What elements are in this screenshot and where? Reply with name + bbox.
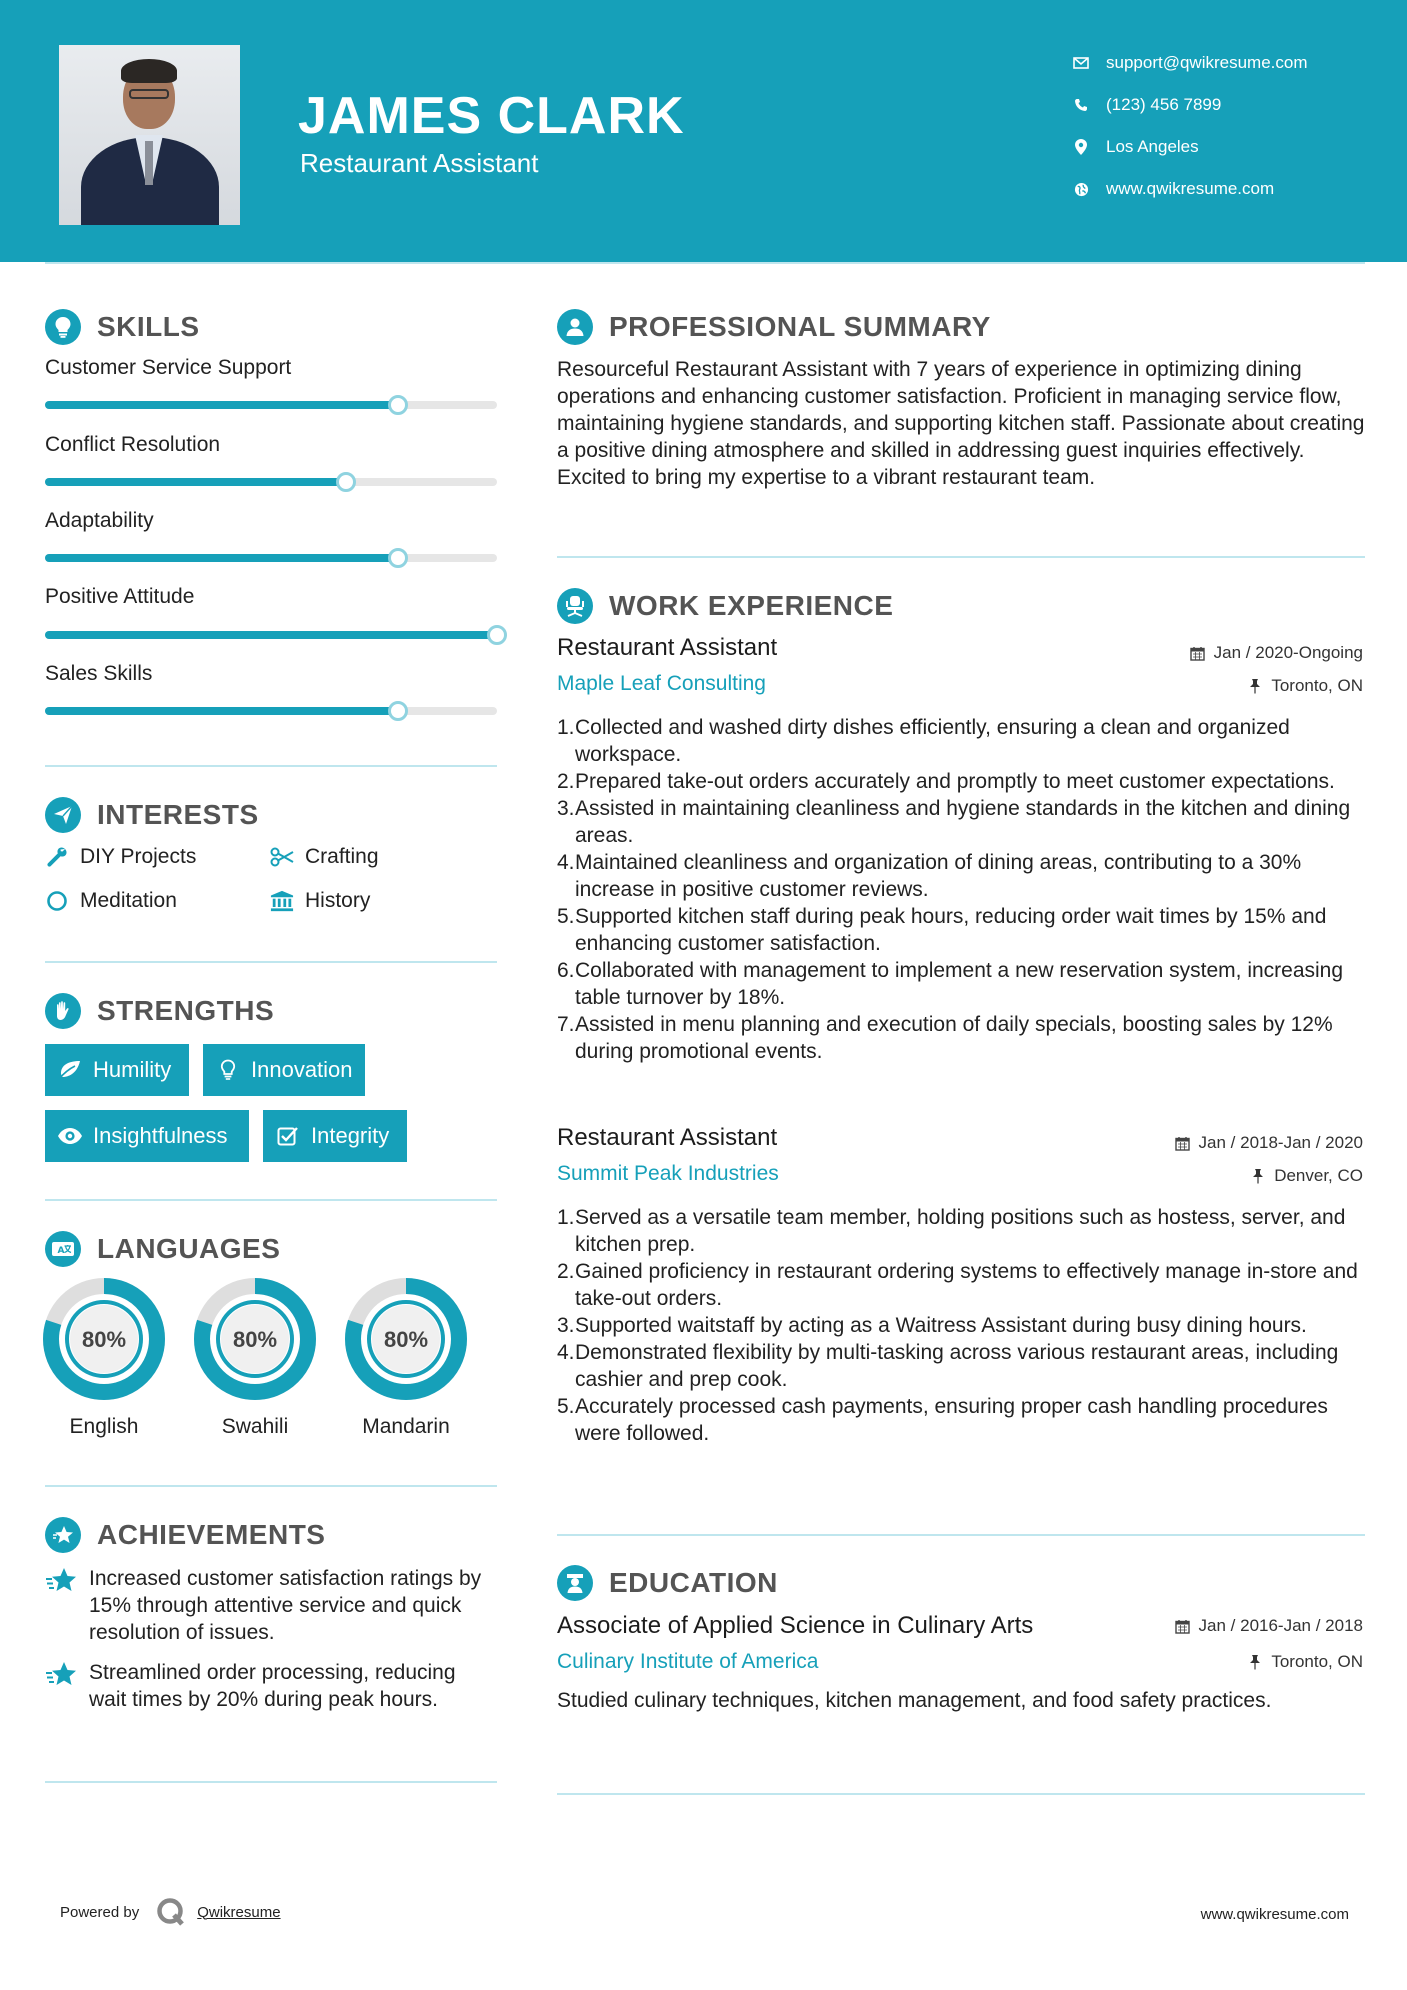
- checkbox-icon: [275, 1123, 301, 1149]
- strength-tag: [45, 1044, 189, 1096]
- language-name: English: [69, 1415, 139, 1438]
- pushpin-icon: [1247, 1654, 1263, 1670]
- qwikresume-logo-icon: [155, 1896, 187, 1928]
- education-location: [1247, 1652, 1363, 1672]
- circle-icon: [45, 889, 69, 913]
- section-divider: [45, 1199, 497, 1201]
- list-item: 1. Served as a versatile team member, holding positions such as hostess, server, and kitchen prep.: [557, 1204, 1367, 1258]
- interests-title: INTERESTS: [97, 799, 259, 830]
- interest-label: Crafting: [305, 845, 379, 868]
- interest-label: DIY Projects: [80, 845, 197, 868]
- language-donut: [194, 1278, 316, 1400]
- header-divider: [45, 262, 1365, 264]
- responsibility-text: Collaborated with management to implement a new reservation system, increasing table turnover by 18%.: [575, 959, 1344, 1009]
- lightbulb-icon: [215, 1057, 241, 1083]
- list-item: 5. Supported kitchen staff during peak hours, reducing order wait times by 15% and enhancing customer satisfaction.: [557, 903, 1367, 957]
- education-description: Studied culinary techniques, kitchen management, and food safety practices.: [557, 1689, 1272, 1712]
- skill-name: Customer Service Support: [45, 356, 292, 379]
- list-item: 1. Collected and washed dirty dishes efficiently, ensuring a clean and organized workspace.: [557, 714, 1367, 768]
- globe-icon: [1070, 178, 1092, 200]
- language-donut: [43, 1278, 165, 1400]
- contact-location: [1070, 126, 1308, 168]
- section-divider: [45, 1781, 497, 1783]
- footer-website[interactable]: www.qwikresume.com: [1200, 1906, 1349, 1923]
- company-name: Maple Leaf Consulting: [557, 672, 766, 695]
- section-divider: [557, 1534, 1365, 1536]
- language-percent: 80%: [383, 1327, 429, 1352]
- responsibility-text: Demonstrated flexibility by multi-tasking across various restaurant areas, including cashier and prep cook.: [575, 1341, 1339, 1391]
- language-percent: 80%: [81, 1327, 127, 1352]
- skill-name: Adaptability: [45, 509, 154, 532]
- office-chair-icon: [557, 588, 593, 624]
- interest-item: [45, 889, 177, 913]
- pushpin-icon: [1247, 678, 1263, 694]
- strength-tag: [45, 1110, 249, 1162]
- responsibility-text: Gained proficiency in restaurant ordering systems to effectively manage in-store and take-out orders.: [575, 1260, 1358, 1310]
- interest-label: History: [305, 889, 371, 912]
- responsibility-text: Assisted in maintaining cleanliness and hygiene standards in the kitchen and dining areas.: [575, 797, 1351, 847]
- contact-list: [1070, 42, 1308, 210]
- summary-text: Resourceful Restaurant Assistant with 7 years of experience in optimizing dining operations and enhancing customer satisfaction. Proficient in managing service flow, maintaining hygiene standards, and supporting kitchen staff. Passionate about creating a positive dining atmosphere and skilled in addressing guest inquiries effectively. Excited to bring my expertise to a vibrant restaurant team.: [557, 358, 1365, 489]
- strength-tag: [203, 1044, 365, 1096]
- paper-plane-icon: [45, 797, 81, 833]
- strength-label: Integrity: [311, 1123, 390, 1148]
- languages-title: LANGUAGES: [97, 1233, 281, 1264]
- footer-powered-by: [60, 1896, 281, 1928]
- calendar-icon: [1175, 1618, 1191, 1634]
- responsibility-text: Maintained cleanliness and organization of dining areas, contributing to a 30% increase in positive customer reviews.: [575, 851, 1302, 901]
- languages-heading: [45, 1231, 280, 1267]
- calendar-icon: [1175, 1135, 1191, 1151]
- job-location: [1247, 676, 1363, 696]
- school-name: Culinary Institute of America: [557, 1650, 819, 1673]
- job-dates-text: Jan / 2020-Ongoing: [1213, 643, 1363, 662]
- job-dates-text: Jan / 2018-Jan / 2020: [1198, 1133, 1363, 1152]
- phone-icon: [1070, 94, 1092, 116]
- achievement-text: Streamlined order processing, reducing wait times by 20% during peak hours.: [89, 1661, 456, 1711]
- interest-item: [45, 845, 196, 869]
- list-item: 3. Assisted in maintaining cleanliness and hygiene standards in the kitchen and dining areas.: [557, 795, 1367, 849]
- responsibility-text: Accurately processed cash payments, ensuring proper cash handling procedures were followed.: [575, 1395, 1328, 1445]
- interest-item: [270, 889, 370, 913]
- skill-bar: [45, 707, 497, 715]
- list-item: 2. Prepared take-out orders accurately and promptly to meet customer expectations.: [557, 770, 1335, 793]
- education-dates: [1175, 1616, 1363, 1636]
- skills-heading: [45, 309, 200, 345]
- job-location-text: Toronto, ON: [1271, 676, 1363, 695]
- responsibility-text: Prepared take-out orders accurately and promptly to meet customer expectations.: [575, 770, 1335, 793]
- contact-website[interactable]: [1070, 168, 1308, 210]
- lightbulb-icon: [45, 309, 81, 345]
- strength-label: Innovation: [251, 1057, 353, 1082]
- contact-location-text: Los Angeles: [1106, 137, 1199, 156]
- skill-bar: [45, 631, 497, 639]
- section-divider: [557, 1793, 1365, 1795]
- interests-heading: [45, 797, 259, 833]
- achievements-heading: [45, 1517, 325, 1553]
- pushpin-icon: [1250, 1168, 1266, 1184]
- achievement-text: Increased customer satisfaction ratings by 15% through attentive service and quick resolution of issues.: [89, 1567, 482, 1644]
- strengths-title: STRENGTHS: [97, 995, 275, 1026]
- skill-name: Conflict Resolution: [45, 433, 221, 456]
- language-item: [194, 1278, 316, 1439]
- leaf-icon: [57, 1057, 83, 1083]
- job-dates: [1190, 643, 1363, 663]
- strengths-heading: [45, 993, 274, 1029]
- summary-title: PROFESSIONAL SUMMARY: [609, 311, 991, 342]
- language-donut: [345, 1278, 467, 1400]
- job-responsibilities: [557, 714, 1367, 1065]
- skill-bar: [45, 554, 497, 562]
- education-heading: [557, 1565, 778, 1601]
- candidate-role: Restaurant Assistant: [300, 148, 539, 178]
- list-item: 4. Demonstrated flexibility by multi-tasking across various restaurant areas, including cashier and prep cook.: [557, 1339, 1367, 1393]
- responsibility-text: Assisted in menu planning and execution of daily specials, boosting sales by 12% during promotional events.: [575, 1013, 1333, 1063]
- user-icon: [557, 309, 593, 345]
- job-title: Restaurant Assistant: [557, 1124, 778, 1151]
- job-dates: [1175, 1133, 1363, 1153]
- education-location-text: Toronto, ON: [1271, 1652, 1363, 1671]
- candidate-name: JAMES CLARK: [298, 87, 685, 145]
- envelope-icon: [1070, 52, 1092, 74]
- section-divider: [45, 765, 497, 767]
- responsibility-text: Served as a versatile team member, holding positions such as hostess, server, and kitchen prep.: [575, 1206, 1346, 1256]
- translate-icon: [45, 1231, 81, 1267]
- section-divider: [45, 1485, 497, 1487]
- achievement-item: [45, 1565, 495, 1646]
- eye-icon: [57, 1123, 83, 1149]
- contact-phone[interactable]: [1070, 84, 1308, 126]
- list-item: 5. Accurately processed cash payments, ensuring proper cash handling procedures were followed.: [557, 1393, 1367, 1447]
- summary-heading: [557, 309, 991, 345]
- museum-icon: [270, 889, 294, 913]
- experience-title: WORK EXPERIENCE: [609, 590, 894, 621]
- star-icon: [45, 1517, 81, 1553]
- strength-label: Insightfulness: [93, 1123, 228, 1148]
- language-name: Mandarin: [362, 1415, 450, 1438]
- star-icon: [45, 1659, 79, 1693]
- svg-text:A: A: [57, 1246, 65, 1256]
- experience-heading: [557, 588, 893, 624]
- graduate-icon: [557, 1565, 593, 1601]
- star-icon: [45, 1565, 79, 1599]
- list-item: 7. Assisted in menu planning and execution of daily specials, boosting sales by 12% during promotional events.: [557, 1011, 1367, 1065]
- responsibility-text: Collected and washed dirty dishes efficiently, ensuring a clean and organized workspace.: [575, 716, 1290, 766]
- responsibility-text: Supported kitchen staff during peak hours, reducing order wait times by 15% and enhancing customer satisfaction.: [575, 905, 1327, 955]
- hand-icon: [45, 993, 81, 1029]
- skill-name: Sales Skills: [45, 662, 153, 685]
- interest-item: [270, 845, 379, 869]
- education-title: EDUCATION: [609, 1567, 778, 1598]
- section-divider: [557, 556, 1365, 558]
- skill-name: Positive Attitude: [45, 585, 195, 608]
- wrench-icon: [45, 845, 69, 869]
- degree-title: Associate of Applied Science in Culinary Arts: [557, 1612, 1034, 1639]
- job-location: [1250, 1166, 1363, 1186]
- skill-bar: [45, 478, 497, 486]
- profile-photo: [59, 45, 240, 225]
- powered-by-text: Powered by: [60, 1903, 140, 1921]
- skill-bar: [45, 401, 497, 409]
- list-item: 2. Gained proficiency in restaurant ordering systems to effectively manage in-store and take-out orders.: [557, 1258, 1367, 1312]
- strength-tag: [263, 1110, 407, 1162]
- job-responsibilities: [557, 1204, 1367, 1447]
- achievement-item: [45, 1659, 495, 1713]
- calendar-icon: [1190, 645, 1206, 661]
- job-location-text: Denver, CO: [1274, 1166, 1363, 1185]
- map-pin-icon: [1070, 136, 1092, 158]
- skills-title: SKILLS: [97, 311, 200, 342]
- interest-label: Meditation: [80, 889, 177, 912]
- contact-email-text: support@qwikresume.com: [1106, 53, 1308, 72]
- list-item: 3. Supported waitstaff by acting as a Waitress Assistant during busy dining hours.: [557, 1314, 1307, 1337]
- contact-phone-text: (123) 456 7899: [1106, 95, 1222, 114]
- list-item: 6. Collaborated with management to implement a new reservation system, increasing table turnover by 18%.: [557, 957, 1367, 1011]
- language-item: [345, 1278, 467, 1439]
- contact-email[interactable]: [1070, 42, 1308, 84]
- section-divider: [45, 961, 497, 963]
- list-item: 4. Maintained cleanliness and organization of dining areas, contributing to a 30% increase in positive customer reviews.: [557, 849, 1367, 903]
- responsibility-text: Supported waitstaff by acting as a Waitress Assistant during busy dining hours.: [575, 1314, 1307, 1337]
- education-dates-text: Jan / 2016-Jan / 2018: [1198, 1616, 1363, 1635]
- language-percent: 80%: [232, 1327, 278, 1352]
- language-item: [43, 1278, 165, 1439]
- job-title: Restaurant Assistant: [557, 634, 778, 661]
- strength-label: Humility: [93, 1057, 172, 1082]
- qwikresume-link[interactable]: Qwikresume: [197, 1903, 281, 1921]
- achievements-title: ACHIEVEMENTS: [97, 1519, 326, 1550]
- scissors-icon: [270, 845, 294, 869]
- language-name: Swahili: [221, 1415, 289, 1438]
- company-name: Summit Peak Industries: [557, 1162, 779, 1185]
- contact-website-text: www.qwikresume.com: [1106, 179, 1275, 198]
- resume-header: [0, 0, 1407, 262]
